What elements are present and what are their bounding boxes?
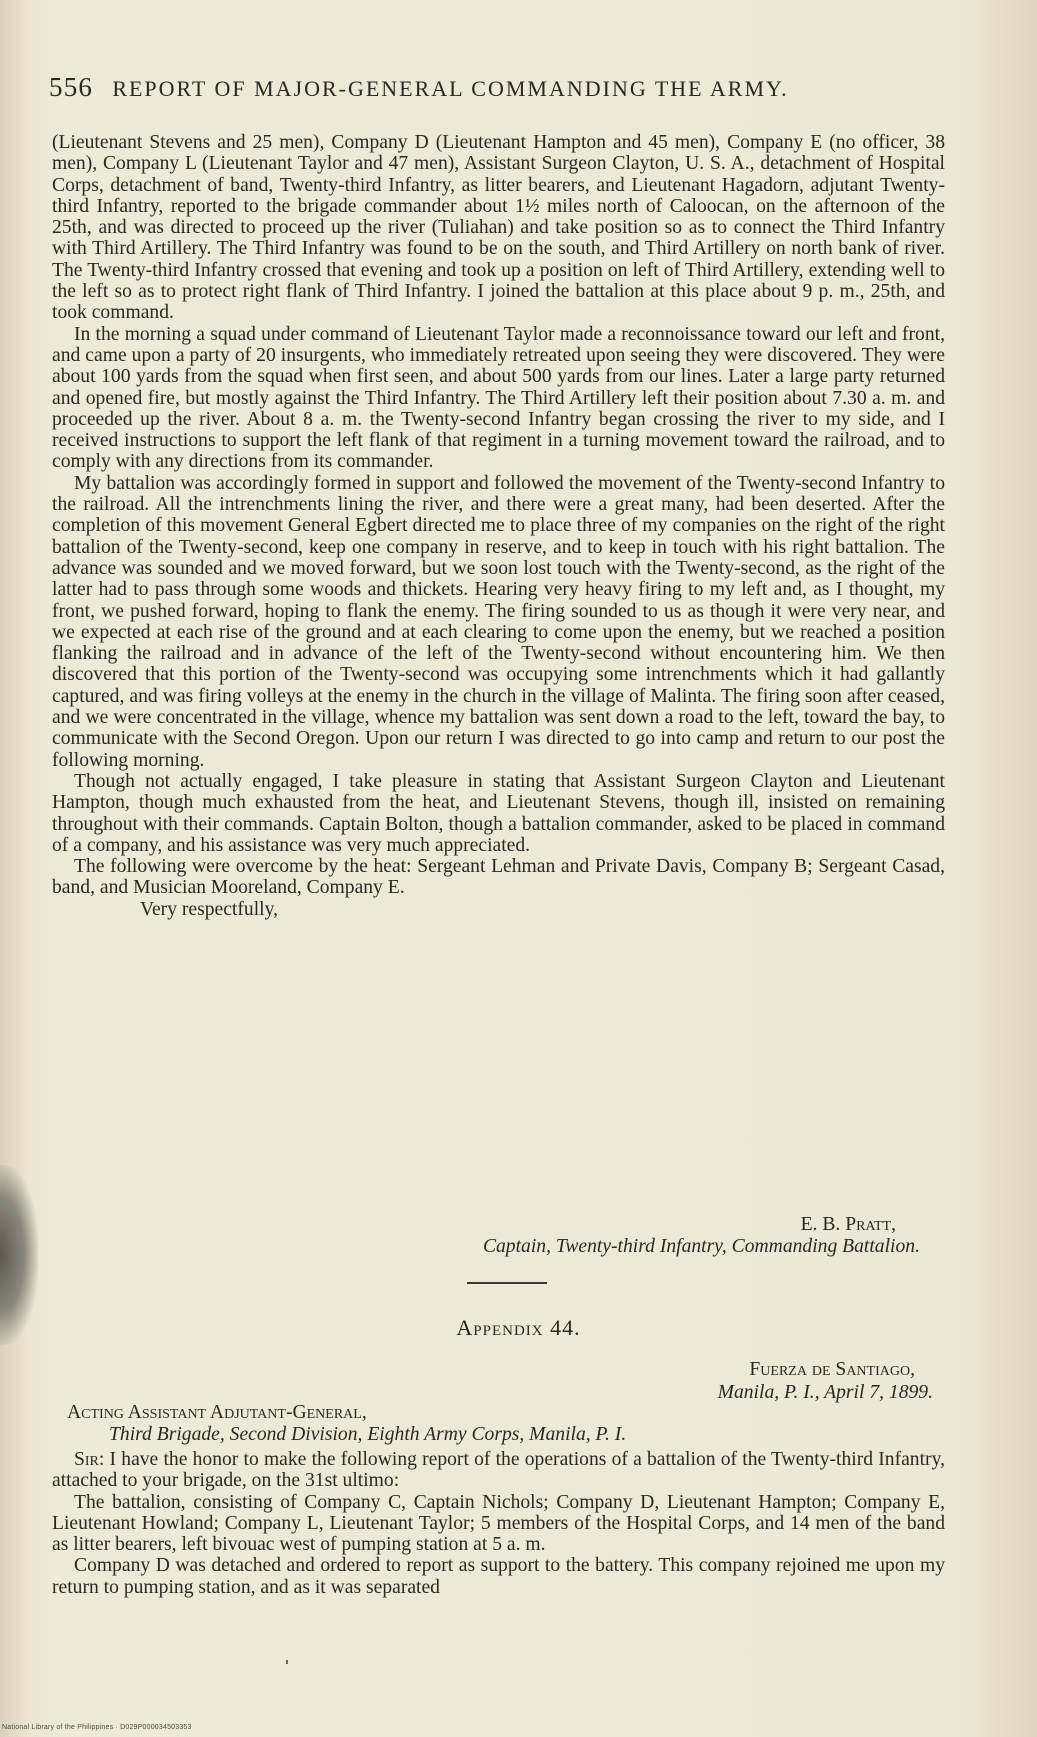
appendix-letter: [52, 1449, 945, 1598]
addressee: [67, 1402, 626, 1446]
page-number: 556: [49, 72, 94, 102]
letter-opening: I have the honor to make the following report of the operations of a battalion of the Twenty-third Infantry, attached to your brigade, on the 31st ultimo:: [52, 1449, 945, 1492]
closing-line: Very respectfully,: [140, 898, 279, 920]
salutation: Sir:: [74, 1449, 105, 1470]
report-paragraph: (Lieutenant Stevens and 25 men), Company D (Lieutenant Hampton and 45 men), Company E (no officer, 38 men), Company L (Lieutenant Taylor and 47 men), Assistant Surgeon Clayton, U. S. A., detachment of Hospital Corps, detachment of band, Twenty-third Infantry, as litter bearers, and Lieutenant Hagadorn, adjutant Twenty-third Infantry, reported to the brigade commander about 1½ miles north of Caloocan, on the afternoon of the 25th, and was directed to proceed up the river (Tuliahan) and take position so as to connect the Third Infantry with Third Artillery. The Third Infantry was found to be on the south, and Third Artillery on north bank of river. The Twenty-third Infantry crossed that evening and took up a position on left of Third Artillery, extending well to the left so as to protect right flank of Third Infantry. I joined the battalion at this place about 9 p. m., 25th, and took command.: [52, 132, 945, 324]
page-header: [49, 72, 949, 103]
dateline-place: Fuerza de Santiago,: [749, 1359, 915, 1380]
dateline-date: Manila, P. I., April 7, 1899.: [717, 1382, 933, 1403]
scan-footer: National Library of the Philippines · D029P000034503353: [2, 1724, 192, 1731]
signature-name: E. B. Pratt,: [800, 1214, 896, 1235]
signature-block: [483, 1214, 920, 1258]
letter-paragraph: [52, 1449, 945, 1492]
section-divider: [467, 1282, 547, 1284]
appendix-title: Appendix 44.: [456, 1315, 581, 1340]
report-paragraph: My battalion was accordingly formed in support and followed the movement of the Twenty-second Infantry to the railroad. All the intrenchments lining the river, and there were a great many, had been deserted. After the completion of this movement General Egbert directed me to place three of my companies on the right of the right battalion of the Twenty-second, keep one company in reserve, and to keep in touch with his right battalion. The advance was sounded and we moved forward, but we soon lost touch with the Twenty-second, as the right of the latter had to pass through some woods and thickets. Hearing very heavy firing to my left and, as I thought, my front, we pushed forward, hoping to flank the enemy. The firing sounded to us as though it were very near, and we expected at each rise of the ground and at each clearing to come upon the enemy, but we reached a position flanking the railroad and in advance of the left of the Twenty-second without encountering him. We then discovered that this portion of the Twenty-second was occupying some intrenchments which it had gallantly captured, and was firing volleys at the enemy in the church in the village of Malinta. The firing soon after ceased, and we were concentrated in the village, whence my battalion was sent down a road to the left, toward the bay, to communicate with the Second Oregon. Upon our return I was directed to go into camp and return to our post the following morning.: [52, 472, 945, 771]
report-paragraph: In the morning a squad under command of Lieutenant Taylor made a reconnoissance toward our left and front, and came upon a party of 20 insurgents, who immediately retreated upon seeing they were discovered. They were about 100 yards from the squad when first seen, and about 500 yards from our lines. Later a large party returned and opened fire, but mostly against the Third Infantry. The Third Artillery left their position about 7.30 a. m. and proceeded up the river. About 8 a. m. the Twenty-second Infantry began crossing the river to my side, and I received instructions to support the left flank of that regiment in a turning movement toward the railroad, and to comply with any directions from its commander.: [52, 323, 945, 473]
letter-paragraph: Company D was detached and ordered to report as support to the battery. This company rejoined me upon my return to pumping station, and as it was separated: [52, 1555, 945, 1598]
report-paragraph: Though not actually engaged, I take pleasure in stating that Assistant Surgeon Clayton and Lieutenant Hampton, though much exhausted from the heat, and Lieutenant Stevens, though ill, insisted on remaining throughout with their commands. Captain Bolton, though a battalion commander, asked to be placed in command of a company, and his assistance was very much appreciated.: [52, 770, 945, 856]
running-title: REPORT OF MAJOR-GENERAL COMMANDING THE ARMY.: [112, 76, 789, 101]
addressee-unit: Third Brigade, Second Division, Eighth Army Corps, Manila, P. I.: [109, 1424, 627, 1445]
letter-paragraph: The battalion, consisting of Company C, Captain Nichols; Company D, Lieutenant Hampton; Company E, Lieutenant Howland; Company L, Lieutenant Taylor; 5 members of the Hospital Corps, and 14 men of the band as litter bearers, left bivouac west of pumping station at 5 a. m.: [52, 1491, 945, 1556]
dateline: [718, 1358, 933, 1404]
addressee-title: Acting Assistant Adjutant-General,: [67, 1402, 367, 1423]
report-body: [52, 132, 945, 920]
signature-rank: Captain, Twenty-third Infantry, Commanding Battalion.: [482, 1236, 920, 1257]
report-paragraph: The following were overcome by the heat: Sergeant Lehman and Private Davis, Company B; Sergeant Casad, band, and Musician Mooreland, Company E.: [52, 856, 945, 899]
paper-speck: [286, 1660, 288, 1664]
